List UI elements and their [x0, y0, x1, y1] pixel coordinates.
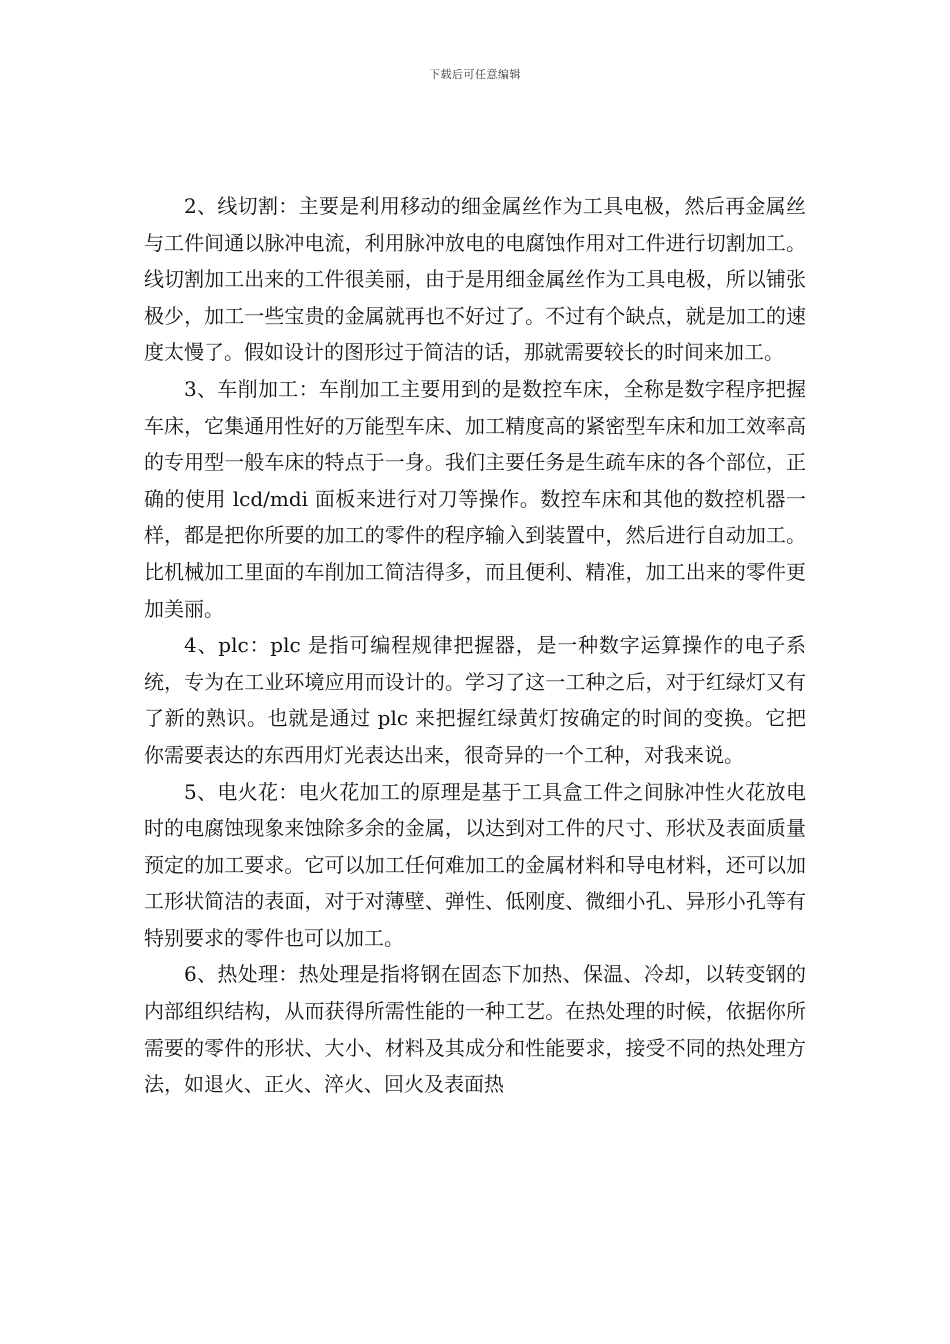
- page-header: 下载后可任意编辑: [429, 68, 521, 81]
- document-body: [144, 188, 806, 1103]
- paragraph-turning: 3、车削加工：车削加工主要用到的是数控车床，全称是数字程序把握车床，它集通用性好的万能型车床、加工精度高的紧密型车床和加工效率高的专用型一般车床的特点于一身。我们主要任务是生疏车床的各个部位，正确的使用 lcd/mdi 面板来进行对刀等操作。数控车床和其他的数控机器一样，都是把你所要的加工的零件的程序输入到装置中，然后进行自动加工。比机械加工里面的车削加工简洁得多，而且便利、精准，加工出来的零件更加美丽。: [144, 376, 806, 621]
- paragraph-edm: 5、电火花：电火花加工的原理是基于工具盒工件之间脉冲性火花放电时的电腐蚀现象来蚀除多余的金属，以达到对工件的尺寸、形状及表面质量预定的加工要求。它可以加工任何难加工的金属材料和导电材料，还可以加工形状简洁的表面，对于对薄壁、弹性、低刚度、微细小孔、异形小孔等有特别要求的零件也可以加工。: [144, 779, 806, 950]
- paragraph-wire-cutting: 2、线切割：主要是利用移动的细金属丝作为工具电极，然后再金属丝与工件间通以脉冲电流，利用脉冲放电的电腐蚀作用对工件进行切割加工。线切割加工出来的工件很美丽，由于是用细金属丝作为工具电极，所以铺张极少，加工一些宝贵的金属就再也不好过了。不过有个缺点，就是加工的速度太慢了。假如设计的图形过于简洁的话，那就需要较长的时间来加工。: [144, 194, 806, 365]
- paragraph-heat-treatment: 6、热处理：热处理是指将钢在固态下加热、保温、冷却，以转变钢的内部组织结构，从而获得所需性能的一种工艺。在热处理的时候，依据你所需要的零件的形状、大小、材料及其成分和性能要求，接受不同的热处理方法，如退火、正火、淬火、回火及表面热: [144, 962, 806, 1097]
- paragraph-plc: 4、plc：plc 是指可编程规律把握器，是一种数字运算操作的电子系统，专为在工业环境应用而设计的。学习了这一工种之后，对于红绿灯又有了新的熟识。也就是通过 plc 来把握红绿黄灯按确定的时间的变换。它把你需要表达的东西用灯光表达出来，很奇异的一个工种，对我来说。: [144, 633, 806, 767]
